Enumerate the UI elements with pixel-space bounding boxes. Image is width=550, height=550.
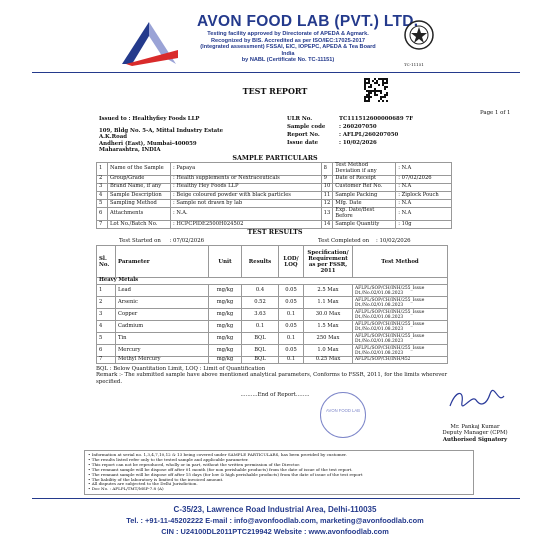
sample-particulars-table [96, 162, 452, 229]
signatory-name: Mr. Pankaj Kumar [450, 424, 500, 430]
result-value: 0.52 [242, 297, 279, 309]
lab-name: AVON FOOD LAB (PVT.) LTD. [197, 13, 419, 30]
disclaimer-text: The results listed refer only to the tested sample and applicable parameter. [91, 456, 249, 462]
result-row [97, 285, 448, 297]
test-results-heading: TEST RESULTS [247, 228, 303, 236]
row-number: 1 [97, 163, 108, 176]
address-line: Andheri (East), Mumbai-400059 [99, 140, 197, 147]
test-method: AFLPL/SOP/CH/INH/255_Issue Dt./No.02/01.08.2023 [353, 309, 448, 321]
tagline-line: by NABL (Certificate No. TC-11151) [241, 57, 335, 64]
lod-loq: 0.05 [279, 297, 304, 309]
lod-loq: 0.1 [279, 357, 304, 364]
meta-value: : 260207050 [339, 124, 377, 130]
row-number: 4 [97, 191, 108, 199]
row-number: 13 [321, 208, 333, 221]
lod-loq: 0.05 [279, 321, 304, 333]
disclaimer-text: Doc No. : AFLPL/TMT/MSP-7.8 (A) [91, 486, 164, 492]
field-value: : Health supplements or Nextraceuticals [171, 175, 322, 183]
result-value: 3.63 [242, 309, 279, 321]
particular-row [97, 200, 452, 208]
meta-row [287, 140, 413, 148]
row-number: 2 [97, 175, 108, 183]
parameter: Methyl Mercury [116, 357, 209, 364]
field-value: : Beige coloured powder with black particles [171, 191, 322, 199]
field-value: : HCPCPIDE2500H024502 [171, 220, 322, 228]
field-value: : Healthy Hey Foods LLP [171, 183, 322, 191]
nabl-cert-icon [400, 18, 438, 60]
header-divider [32, 72, 520, 73]
field-value: : Sample not drawn by lab [171, 200, 322, 208]
unit: mg/kg [209, 297, 242, 309]
parameter: Lead [116, 285, 209, 297]
tagline-line: Testing facility approved by Directorate of APEDA & Agmark. [207, 31, 369, 37]
col-header: Test Method [353, 246, 448, 278]
test-method: AFLPL/SOP/CH/INH/255_Issue Dt./No.02/01.08.2023 [353, 333, 448, 345]
footer-address: C-35/23, Lawrence Road Industrial Area, Delhi-110035 [173, 505, 377, 514]
avon-logo-icon [118, 20, 180, 66]
issued-to: Issued to : Healthyfiey Foods LLP [99, 116, 200, 122]
meta-label: Report No. [287, 132, 320, 138]
result-row [97, 333, 448, 345]
particular-row [97, 191, 452, 199]
result-value: BQL [242, 333, 279, 345]
bullet-icon: • [88, 452, 92, 457]
particular-row [97, 208, 452, 221]
field-label: Sample Packing [333, 191, 396, 199]
specification: 30.0 Max [304, 309, 353, 321]
row-number: 12 [321, 200, 333, 208]
disclaimer-text: The remnant sample will be dispose off after 01 month (for non perishable products) from the date of issue of the test report. [91, 466, 353, 472]
col-header: Results [242, 246, 279, 278]
meta-row [287, 124, 413, 132]
lod-loq: 0.05 [279, 285, 304, 297]
value: : 10/02/2026 [375, 238, 411, 244]
result-row [97, 297, 448, 309]
result-value: 0.1 [242, 321, 279, 333]
test-method: AFLPL/SOP/CH/INH/452 [353, 357, 448, 364]
row-number: 2 [97, 297, 116, 309]
lab-stamp [320, 392, 366, 438]
field-label: Group/Grade [108, 175, 171, 183]
bullet-icon: • [88, 456, 92, 462]
parameter: Arsenic [116, 297, 209, 309]
row-number: 5 [97, 200, 108, 208]
field-value: : 07/02/2026 [396, 175, 452, 183]
meta-row [287, 132, 413, 140]
field-label: Customer Ref No. [333, 183, 396, 191]
disclaimer-text: All disputes are subjected to the Delhi Jurisdiction. [91, 481, 198, 487]
field-value: : Papaya [171, 163, 322, 176]
parameter: Mercury [116, 345, 209, 357]
row-number: 14 [321, 220, 333, 228]
field-value: : N.A [396, 200, 452, 208]
result-row [97, 345, 448, 357]
result-notes [96, 366, 456, 385]
stamp-text: AVON FOOD LAB [326, 408, 360, 413]
disclaimer-text: The liability of the laboratory is limited to the invoiced amount. [91, 476, 224, 482]
group-row: Heavy Metals [97, 278, 448, 285]
field-label: Sample Description [108, 191, 171, 199]
test-method: AFLPL/SOP/CH/INH/255_Issue Dt./No.02/01.08.2023 [353, 285, 448, 297]
tagline-line: Recognized by BIS. Accredited as per ISO/IEC:17025-2017 [211, 37, 365, 44]
footer-divider [32, 498, 520, 499]
lod-loq: 0.1 [279, 309, 304, 321]
page-number: Page 1 of 1 [480, 110, 511, 116]
lod-loq: 0.1 [279, 333, 304, 345]
unit: mg/kg [209, 321, 242, 333]
result-value: 0.4 [242, 285, 279, 297]
field-label: Attachments [108, 208, 171, 221]
parameter: Tin [116, 333, 209, 345]
particular-row [97, 183, 452, 191]
row-number: 11 [321, 191, 333, 199]
test-results-table [96, 245, 448, 364]
field-value: : N.A [396, 183, 452, 191]
field-label: Test Method Deviation if any [333, 163, 396, 176]
row-number: 5 [97, 333, 116, 345]
label: Test Completed on [318, 238, 370, 244]
field-value: : N.A. [171, 208, 322, 221]
test-method: AFLPL/SOP/CH/INH/255_Issue Dt./No.02/01.08.2023 [353, 321, 448, 333]
row-number: 6 [97, 345, 116, 357]
row-number: 9 [321, 175, 333, 183]
note-line: BQL : Below Quantitation Limit, LOQ : Limit of Quantification [96, 366, 266, 372]
sample-particulars-heading: SAMPLE PARTICULARS [232, 154, 318, 162]
disclaimer-item [88, 487, 470, 492]
field-label: Name of the Sample [108, 163, 171, 176]
meta-label: Issue date [287, 140, 318, 146]
unit: mg/kg [209, 309, 242, 321]
test-started [119, 238, 204, 244]
report-meta [287, 116, 413, 148]
signatory-role: Deputy Manager (CPM) [442, 430, 508, 437]
disclaimer-box [84, 450, 474, 495]
meta-value: : AFLPL/260207050 [339, 132, 399, 138]
meta-value: : 10/02/2026 [339, 140, 377, 146]
disclaimer-text: Information at serial no. 1,3,4,7,10,12 & 13 being covered under SAMPLE PARTICULARS, has been provided by customer. [91, 452, 347, 457]
meta-label: ULR No. [287, 116, 313, 122]
field-label: Brand Name, if any [108, 183, 171, 191]
row-number: 3 [97, 183, 108, 191]
row-number: 7 [97, 357, 116, 364]
signature-icon [446, 386, 506, 412]
field-label: Exp. Date/Best Before [333, 208, 396, 221]
bullet-icon: • [88, 471, 92, 477]
footer-contact: Tel. : +91-11-45202222 E-mail : info@avonfoodlab.com, marketing@avonfoodlab.com [126, 516, 424, 525]
specification: 1.0 Max [304, 345, 353, 357]
meta-row [287, 116, 413, 124]
bullet-icon: • [88, 476, 92, 482]
report-title: TEST REPORT [242, 86, 308, 96]
signatory-block [430, 424, 520, 443]
bullet-icon: • [88, 481, 92, 487]
address-line: Maharashtra, INDIA [99, 147, 161, 154]
result-row [97, 321, 448, 333]
particular-row [97, 175, 452, 183]
row-number: 6 [97, 208, 108, 221]
specification: 2.5 Max [304, 285, 353, 297]
field-value: : N.A [396, 208, 452, 221]
meta-label: Sample code [287, 124, 326, 130]
cert-number: TC-11151 [404, 62, 424, 67]
test-method: AFLPL/SOP/CH/INH/255_Issue Dt./No.02/01.08.2023 [353, 345, 448, 357]
accreditation-tagline [193, 31, 383, 64]
field-label: Mfg. Date [333, 200, 396, 208]
address-line: 109, Bldg No. 5-A, Mittal Industry Estate [99, 128, 224, 134]
parameter: Cadmium [116, 321, 209, 333]
row-number: 4 [97, 321, 116, 333]
bullet-icon: • [88, 486, 92, 492]
field-label: Date of Receipt [333, 175, 396, 183]
customer-address [99, 128, 223, 154]
col-header: Specification/ Requirement as per FSSR, 2011 [304, 246, 353, 278]
bullet-icon: • [88, 461, 92, 467]
disclaimer-text: The remnant sample will be dispose off after 15 days (for low & high perishable products) from the date of issue of the test report [91, 471, 363, 477]
row-number: 7 [97, 220, 108, 228]
field-label: Sampling Method [108, 200, 171, 208]
row-number: 1 [97, 285, 116, 297]
bullet-icon: • [88, 466, 92, 472]
unit: mg/kg [209, 357, 242, 364]
test-completed [318, 238, 411, 244]
meta-value: TC111512600000689 7F [339, 116, 414, 122]
unit: mg/kg [209, 345, 242, 357]
disclaimer-text: This report can not be reproduced, wholly or in part, without the written permission of the Director. [91, 461, 301, 467]
footer-cin: CIN : U24100DL2011PTC219942 Website : www.avonfoodlab.com [161, 527, 389, 536]
test-method: AFLPL/SOP/CH/INH/255_Issue Dt./No.02/01.08.2023 [353, 297, 448, 309]
specification: 1.5 Max [304, 321, 353, 333]
col-header: Sl. No. [97, 246, 116, 278]
value: : 07/02/2026 [169, 238, 205, 244]
unit: mg/kg [209, 285, 242, 297]
field-value: : 10g [396, 220, 452, 228]
row-number: 10 [321, 183, 333, 191]
note-line: Remark :- The submitted sample have above mentioned analytical parameters, Conforms to FSSR, 2011, for the limits wherever specified. [96, 372, 448, 385]
row-number: 3 [97, 309, 116, 321]
address-line: A.K.Road [99, 134, 127, 141]
particular-row [97, 163, 452, 176]
field-label: Lot No./Batch No. [108, 220, 171, 228]
result-value: BQL [242, 345, 279, 357]
parameter: Copper [116, 309, 209, 321]
result-row [97, 357, 448, 364]
row-number: 8 [321, 163, 333, 176]
qr-cell [386, 100, 388, 102]
end-of-report: ..........End of Report........ [240, 392, 310, 398]
specification: 250 Max [304, 333, 353, 345]
col-header: Parameter [116, 246, 209, 278]
unit: mg/kg [209, 333, 242, 345]
specification: 1.1 Max [304, 297, 353, 309]
disclaimer-list [88, 453, 470, 492]
col-header: Unit [209, 246, 242, 278]
result-value: BQL [242, 357, 279, 364]
field-value: : N.A [396, 163, 452, 176]
col-header: LOD/ LOQ [279, 246, 304, 278]
specification: 0.25 Max [304, 357, 353, 364]
signatory-title: Authorised Signatory [442, 436, 508, 443]
tagline-line: (Integrated assessment) FSSAI, EIC, IOPEPC, APEDA & Tea Board India [200, 44, 376, 57]
lod-loq: 0.05 [279, 345, 304, 357]
label: Test Started on [119, 238, 161, 244]
result-row [97, 309, 448, 321]
field-value: : Ziplock Pouch [396, 191, 452, 199]
field-label: Sample Quantity [333, 220, 396, 228]
